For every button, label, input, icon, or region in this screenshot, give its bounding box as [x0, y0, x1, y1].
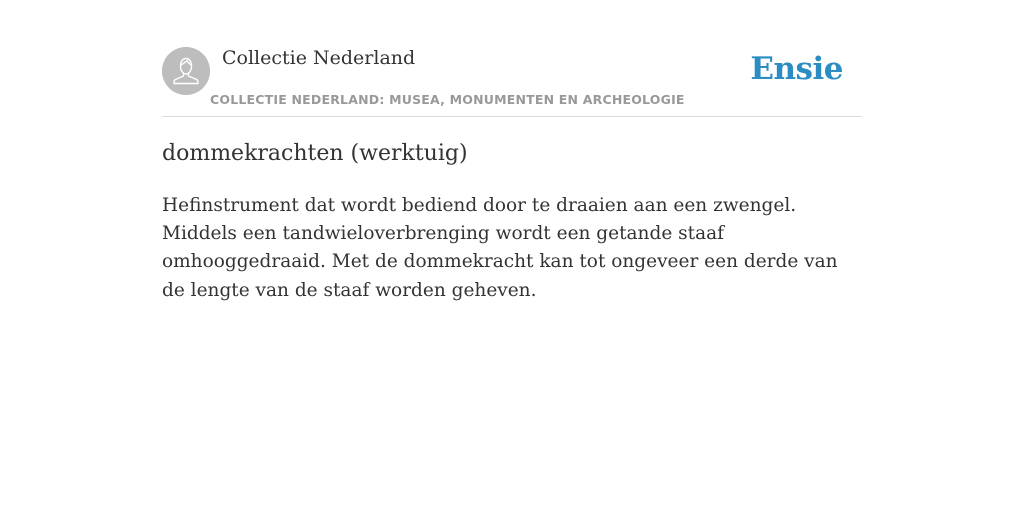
author-name[interactable]: Collectie Nederland [222, 47, 416, 69]
entry-title: dommekrachten (werktuig) [162, 141, 468, 166]
entry-card [162, 0, 862, 512]
ensie-logo[interactable]: Ensie [750, 51, 843, 87]
user-silhouette-icon [162, 47, 210, 95]
avatar[interactable] [162, 47, 210, 95]
entry-header [162, 0, 862, 117]
author-subtitle: COLLECTIE NEDERLAND: MUSEA, MONUMENTEN EN ARCHEOLOGIE [210, 92, 685, 107]
entry-description: Hefinstrument dat wordt bediend door te draaien aan een zwengel. Middels een tandwieloverbrenging wordt een getande staaf omhooggedraaid. Met de dommekracht kan tot ongeveer een derde van de lengte van de staaf worden geheven. [162, 195, 838, 301]
